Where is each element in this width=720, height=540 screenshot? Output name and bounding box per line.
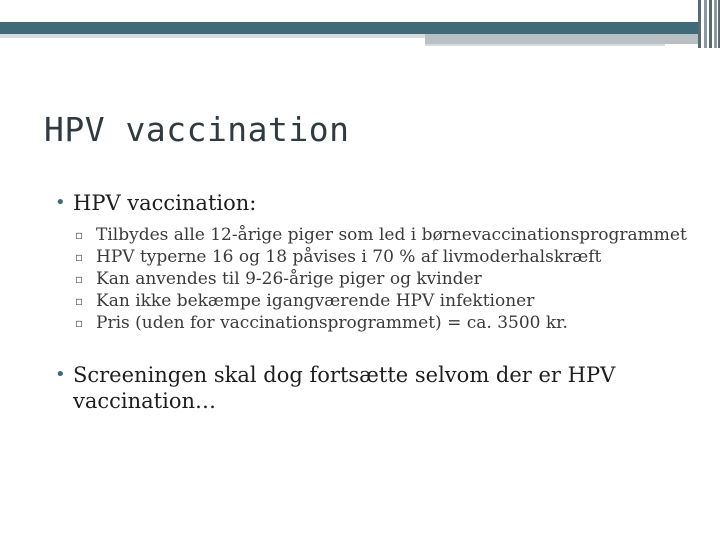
slide-content — [50, 190, 690, 414]
bullet-text: HPV vaccination: — [73, 191, 257, 215]
square-bullet-icon: ▫ — [75, 272, 84, 286]
sub-bullet-text: HPV typerne 16 og 18 påvises i 70 % af livmoderhalskræft — [96, 247, 602, 267]
bullet-dot-icon: • — [55, 192, 66, 213]
square-bullet-icon: ▫ — [75, 228, 84, 242]
sub-bullet-item — [74, 312, 690, 334]
bullet-text: Screeningen skal dog fortsætte selvom der er HPV vaccination… — [73, 363, 616, 413]
sub-bullet-item — [74, 224, 690, 246]
bullet-item — [50, 362, 690, 414]
top-grey-bar-right — [425, 34, 700, 44]
square-bullet-icon: ▫ — [75, 250, 84, 264]
sub-bullet-text: Kan anvendes til 9-26-årige piger og kvinder — [96, 269, 482, 289]
corner-stripe — [704, 0, 707, 48]
spacer — [50, 334, 690, 362]
square-bullet-icon: ▫ — [75, 294, 84, 308]
square-bullet-icon: ▫ — [75, 316, 84, 330]
slide-title: HPV vaccination — [44, 110, 350, 149]
bullet-dot-icon: • — [55, 364, 66, 385]
sub-bullet-list — [74, 224, 690, 334]
corner-stripe — [698, 0, 701, 48]
corner-stripe — [709, 0, 712, 48]
top-thin-line — [425, 44, 665, 46]
top-accent-bar — [0, 22, 700, 34]
sub-bullet-text: Tilbydes alle 12-årige piger som led i børnevaccinationsprogrammet — [96, 225, 687, 245]
sub-bullet-text: Pris (uden for vaccinationsprogrammet) = ca. 3500 kr. — [96, 313, 568, 333]
bullet-item — [50, 190, 690, 216]
corner-stripe — [714, 0, 717, 48]
top-grey-bar-left — [0, 34, 425, 38]
sub-bullet-item — [74, 246, 690, 268]
sub-bullet-item — [74, 290, 690, 312]
sub-bullet-text: Kan ikke bekæmpe igangværende HPV infektioner — [96, 291, 535, 311]
top-band — [0, 0, 720, 22]
sub-bullet-item — [74, 268, 690, 290]
